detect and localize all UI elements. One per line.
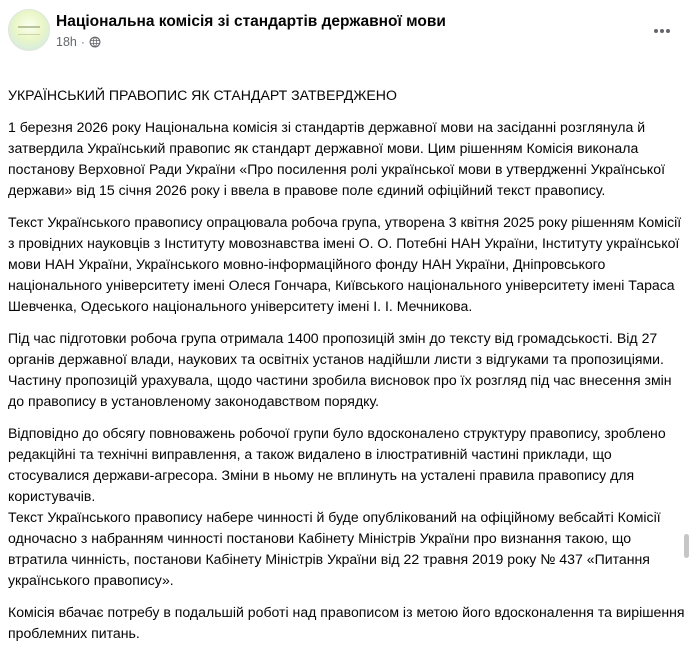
meta-separator: · xyxy=(80,35,85,49)
more-options-button[interactable] xyxy=(650,19,674,43)
scrollbar-thumb[interactable] xyxy=(684,534,689,558)
post-paragraph: Відповідно до обсягу повноважень робочої групи було вдосконалено структуру правопису, зроблено редакційні та технічні виправлення, а також видалено в ілюстративній частині приклади, що стосувалися держави-агресора. Зміни в ньому не вплинуть на усталені правила правопису для користувачів. xyxy=(8,425,666,504)
page-avatar[interactable] xyxy=(8,9,50,51)
post-paragraph: Текст Українського правопису опрацювала робоча група, утворена 3 квітня 2025 року рішенням Комісії з провідних науковців з Інституту мовознавства імені О. О. Потебні НАН України, Інституту української мови НАН України, Українського мовно-інформаційного фонду НАН України, Дніпровського національного університету імені Олеся Гончара, Київського національного університету імені Тараса Шевченка, Одеського національного університету імені І. І. Мечникова. xyxy=(8,214,682,314)
globe-icon[interactable] xyxy=(89,36,101,48)
post-header xyxy=(8,9,678,55)
post-timestamp[interactable]: 18h xyxy=(56,35,77,49)
post-paragraph: Комісія вбачає потребу в подальшій роботі над правописом із метою його вдосконалення та вирішення проблемних питань. xyxy=(8,604,685,641)
post-paragraph: Під час підготовки робоча група отримала 1400 пропозицій змін до тексту від громадськості. Від 27 органів державної влади, наукових та освітніх установ надійшли листи з відгуками та пропозиціями. Частину пропозицій урахувала, щодо частини зробила висновок про їх розгляд під час внесення змін до правопису в установленому законодавством порядку. xyxy=(8,330,672,409)
post-body xyxy=(8,62,686,655)
more-horizontal-icon xyxy=(653,28,671,34)
post-headline xyxy=(8,62,686,74)
avatar-logo-mark xyxy=(18,26,40,35)
page-name-link[interactable]: Національна комісія зі стандартів державної мови xyxy=(56,13,446,30)
ukraine-flag-icon xyxy=(8,62,24,74)
post-paragraph: Текст Українського правопису набере чинності й буде опублікований на офіційному вебсайті Комісії одночасно з набранням чинності постанови Кабінету Міністрів України про визнання такою, що втратила чинність, постанови Кабінету Міністрів України від 22 травня 2019 року № 437 «Питання українського правопису». xyxy=(8,509,661,588)
post-paragraph: 1 березня 2026 року Національна комісія зі стандартів державної мови на засіданні розглянула й затвердила Український правопис як стандарт державної мови. Цим рішенням Комісія виконала постанову Верховної Ради України «Про посилення ролі української мови в утвердженні Української держави» від 15 січня 2026 року і ввела в правове поле єдиний офіційний текст правопису. xyxy=(8,119,665,198)
headline-text: УКРАЇНСЬКИЙ ПРАВОПИС ЯК СТАНДАРТ ЗАТВЕРДЖЕНО xyxy=(8,87,397,103)
post-meta xyxy=(56,35,101,49)
